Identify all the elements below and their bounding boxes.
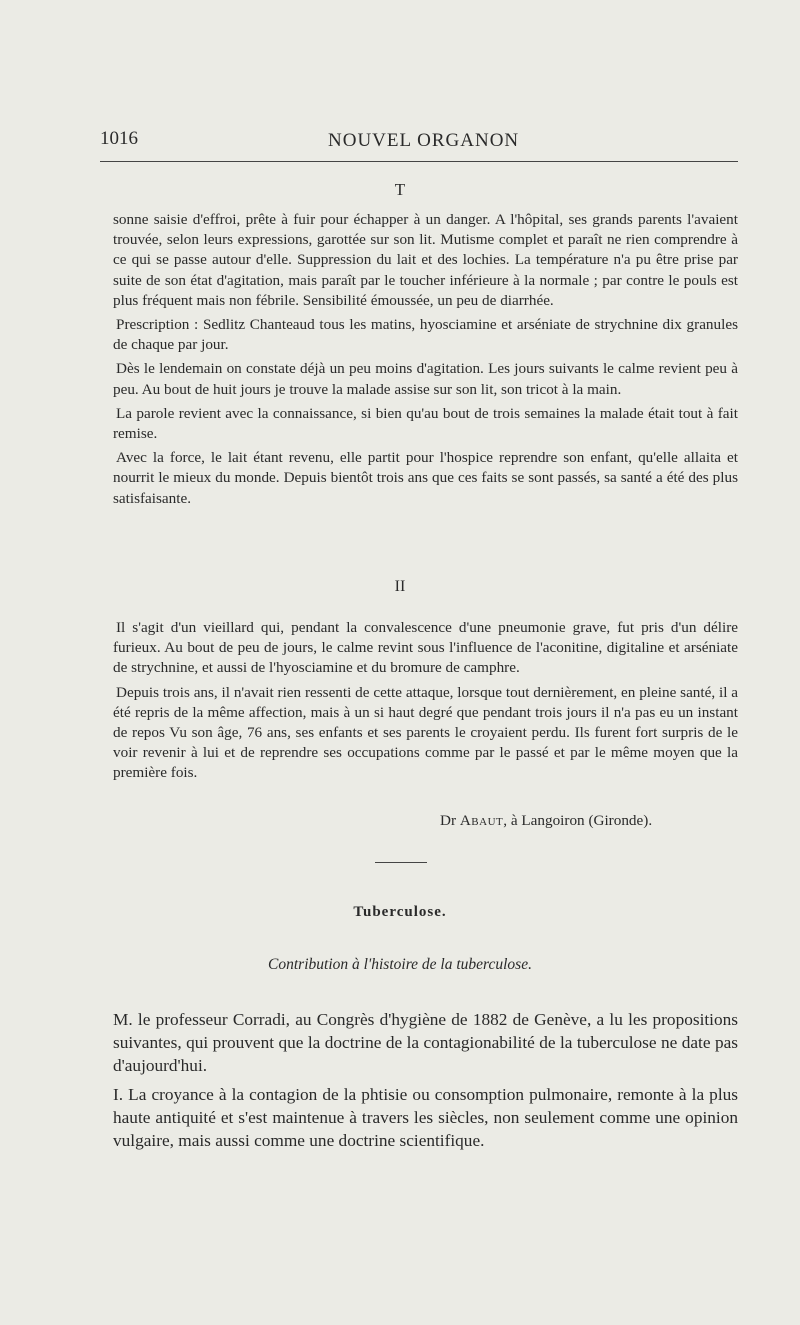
- section-divider: [375, 862, 427, 863]
- header-rule: [100, 161, 738, 162]
- signature-title: Dr: [440, 812, 457, 829]
- section-title: Tuberculose.: [353, 904, 447, 920]
- running-title: NOUVEL ORGANON: [328, 130, 520, 151]
- page-number: 1016: [100, 128, 138, 149]
- signature-name: Abaut: [459, 812, 504, 829]
- paragraph: Il s'agit d'un vieillard qui, pendant la convalescence d'une pneumonie grave, fut pris d'un délire furieux. Au bout de peu de jours, le calme revint sous l'influence de l'aconitine, digitaline et arséniate de strychnine, et aussi de l'hyosciamine et du bromure de camphre.: [113, 619, 738, 677]
- paragraph: M. le professeur Corradi, au Congrès d'hygiène de 1882 de Genève, a lu les propositions suivantes, qui prouvent que la doctrine de la contagionabilité de la tuberculose ne date pas d'aujourd'hui.: [113, 1010, 738, 1075]
- paragraph: Depuis trois ans, il n'avait rien ressenti de cette attaque, lorsque tout dernièrement, en pleine santé, il a été repris de la même affection, mais à un si haut degré que pendant trois jours il n'a pas eu un instant de repos Vu son âge, 76 ans, ses enfants et ses parents le croyaient perdu. Ils furent fort surpris de le voir revenir à lui et de reprendre ses occupations comme par le passé et par le même moyen que la première fois.: [113, 683, 738, 782]
- paragraph: I. La croyance à la contagion de la phtisie ou consomption pulmonaire, remonte à la plus haute antiquité et s'est maintenue à travers les siècles, non seulement comme une opinion vulgaire, mais aussi comme une doctrine scientifique.: [113, 1085, 738, 1150]
- paragraph: Prescription : Sedlitz Chanteaud tous les matins, hyosciamine et arséniate de strychnine dix granules de chaque par jour.: [113, 316, 738, 354]
- paragraph: La parole revient avec la connaissance, si bien qu'au bout de trois semaines la malade était tout à fait remise.: [113, 404, 738, 443]
- page-header: [100, 128, 740, 158]
- paragraph: sonne saisie d'effroi, prête à fuir pour échapper à un danger. A l'hôpital, ses grands parents l'avaient trouvée, selon leurs expressions, garottée sur son lit. Mutisme complet et paraît ne rien comprendre à ce qui se passe autour d'elle. Suppression du lait et des lochies. La température n'a pu être prise par suite de son état d'agitation, mais paraît par le toucher inférieure à la normale ; par contre le pouls est plus fréquent mais non fébrile. Sensibilité émoussée, un peu de diarrhée.: [113, 211, 738, 309]
- author-signature: [440, 812, 652, 830]
- section-heading-roman: II: [394, 578, 406, 595]
- paragraph: Avec la force, le lait étant revenu, elle partit pour l'hospice reprendre son enfant, qu'elle allaita et nourrit le mieux du monde. Depuis bientôt trois ans que ces faits se sont passés, sa santé a été des plus satisfaisante.: [113, 449, 738, 507]
- signature-place: , à Langoiron (Gironde).: [503, 812, 653, 829]
- section-letter: T: [394, 180, 406, 199]
- article-subtitle: Contribution à l'histoire de la tuberculose.: [268, 956, 532, 973]
- article-text: [113, 1008, 738, 1158]
- paragraph: Dès le lendemain on constate déjà un peu moins d'agitation. Les jours suivants le calme revient peu à peu. Au bout de huit jours je trouve la malade assise sur son lit, son tricot à la main.: [113, 360, 738, 398]
- case-one-text: [113, 210, 738, 513]
- case-two-text: [113, 618, 738, 788]
